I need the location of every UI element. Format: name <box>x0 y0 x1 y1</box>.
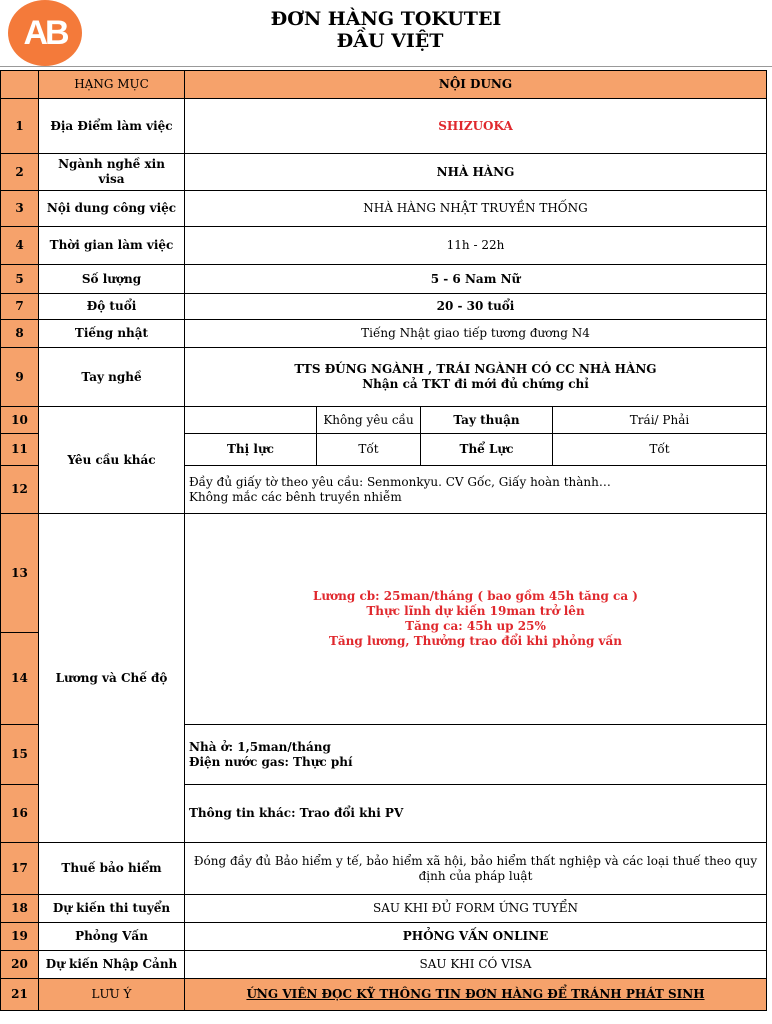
row-number: 3 <box>1 191 39 227</box>
physical-label: Thể Lực <box>421 434 553 466</box>
header-content: NỘI DUNG <box>185 71 767 99</box>
vision-label: Thị lực <box>185 434 317 466</box>
row-number: 7 <box>1 294 39 320</box>
table-row <box>1 294 767 320</box>
table-row <box>1 265 767 294</box>
note-value: ỨNG VIÊN ĐỌC KỸ THÔNG TIN ĐƠN HÀNG ĐỂ TRÁNH PHÁT SINH <box>185 979 767 1011</box>
row-label: Dự kiến thi tuyển <box>39 895 185 923</box>
row-label: Độ tuổi <box>39 294 185 320</box>
row-label: Thời gian làm việc <box>39 227 185 265</box>
table-row <box>1 923 767 951</box>
table-row <box>1 979 767 1011</box>
salary-line: Lương cb: 25man/tháng ( bao gồm 45h tăng ca ) <box>312 589 638 603</box>
japanese-level-value: Tiếng Nhật giao tiếp tương đương N4 <box>185 320 767 348</box>
skill-line-1: TTS ĐÚNG NGÀNH , TRÁI NGÀNH CÓ CC NHÀ HÀNG <box>294 362 657 376</box>
company-logo: AB <box>8 0 82 66</box>
documents-line-2: Không mắc các bênh truyền nhiễm <box>189 489 402 504</box>
physical-value: Tốt <box>553 434 767 466</box>
row-number: 8 <box>1 320 39 348</box>
title-line-1: ĐƠN HÀNG TOKUTEI <box>270 8 502 30</box>
salary-block <box>185 514 767 725</box>
documents-requirement <box>185 466 767 514</box>
blank-cell <box>185 407 317 434</box>
salary-line: Thực lĩnh dự kiến 19man trở lên <box>366 604 585 618</box>
documents-line-1: Đầy đủ giấy tờ theo yêu cầu: Senmonkyu. CV Gốc, Giấy hoàn thành… <box>189 474 611 489</box>
row-label: Nội dung công việc <box>39 191 185 227</box>
row-number: 10 <box>1 407 39 434</box>
row-number: 11 <box>1 434 39 466</box>
table-row <box>1 154 767 191</box>
table-row <box>1 99 767 154</box>
other-info: Thông tin khác: Trao đổi khi PV <box>185 785 767 843</box>
row-number: 12 <box>1 466 39 514</box>
housing-info <box>185 725 767 785</box>
vision-value: Tốt <box>317 434 421 466</box>
salary-label: Lương và Chế độ <box>39 514 185 843</box>
row-label: Tay nghề <box>39 348 185 407</box>
insurance-value: Đóng đầy đủ Bảo hiểm y tế, bảo hiểm xã hội, bảo hiểm thất nghiệp và các loại thuế theo quy định của pháp luật <box>185 843 767 895</box>
exam-schedule-value: SAU KHI ĐỦ FORM ỨNG TUYỂN <box>185 895 767 923</box>
visa-field-value: NHÀ HÀNG <box>185 154 767 191</box>
row-label: Địa Điểm làm việc <box>39 99 185 154</box>
row-number: 14 <box>1 633 39 725</box>
workplace-value: SHIZUOKA <box>185 99 767 154</box>
document-title <box>0 8 772 52</box>
row-number: 9 <box>1 348 39 407</box>
row-label: Thuế bảo hiểm <box>39 843 185 895</box>
table-row <box>1 348 767 407</box>
skill-line-2: Nhận cả TKT đi mới đủ chứng chỉ <box>362 377 589 391</box>
age-value: 20 - 30 tuổi <box>185 294 767 320</box>
quantity-value: 5 - 6 Nam Nữ <box>185 265 767 294</box>
table-header <box>1 71 767 99</box>
dominant-hand-label: Tay thuận <box>421 407 553 434</box>
row-label: Tiếng nhật <box>39 320 185 348</box>
row-label: Dự kiến Nhập Cảnh <box>39 951 185 979</box>
row-number: 16 <box>1 785 39 843</box>
table-row <box>1 514 767 633</box>
job-content-value: NHÀ HÀNG NHẬT TRUYỀN THỐNG <box>185 191 767 227</box>
row-number: 2 <box>1 154 39 191</box>
row-label: Phỏng Vấn <box>39 923 185 951</box>
row-label: Số lượng <box>39 265 185 294</box>
housing-line-1: Nhà ở: 1,5man/tháng <box>189 739 331 754</box>
order-table <box>0 70 767 1011</box>
row-number: 5 <box>1 265 39 294</box>
row-number: 19 <box>1 923 39 951</box>
salary-line: Tăng ca: 45h up 25% <box>405 619 546 633</box>
row-number: 1 <box>1 99 39 154</box>
tattoo-requirement: Không yêu cầu <box>317 407 421 434</box>
table-row <box>1 407 767 434</box>
table-row <box>1 227 767 265</box>
working-hours-value: 11h - 22h <box>185 227 767 265</box>
note-label: LƯU Ý <box>39 979 185 1011</box>
table-row <box>1 951 767 979</box>
skill-value <box>185 348 767 407</box>
salary-line: Tăng lương, Thưởng trao đổi khi phỏng vấn <box>328 634 623 648</box>
row-number: 18 <box>1 895 39 923</box>
other-requirements-label: Yêu cầu khác <box>39 407 185 514</box>
row-number: 15 <box>1 725 39 785</box>
row-number: 20 <box>1 951 39 979</box>
row-number: 21 <box>1 979 39 1011</box>
table-row <box>1 843 767 895</box>
table-row <box>1 191 767 227</box>
header-category: HẠNG MỤC <box>39 71 185 99</box>
dominant-hand-value: Trái/ Phải <box>553 407 767 434</box>
row-number: 4 <box>1 227 39 265</box>
entry-schedule-value: SAU KHI CÓ VISA <box>185 951 767 979</box>
table-row <box>1 895 767 923</box>
row-label: Ngành nghề xin visa <box>39 154 185 191</box>
header-num <box>1 71 39 99</box>
table-row <box>1 320 767 348</box>
interview-value: PHỎNG VẤN ONLINE <box>185 923 767 951</box>
housing-line-2: Điện nước gas: Thực phí <box>189 754 353 769</box>
title-line-2: ĐẦU VIỆT <box>336 30 444 52</box>
row-number: 17 <box>1 843 39 895</box>
row-number: 13 <box>1 514 39 633</box>
